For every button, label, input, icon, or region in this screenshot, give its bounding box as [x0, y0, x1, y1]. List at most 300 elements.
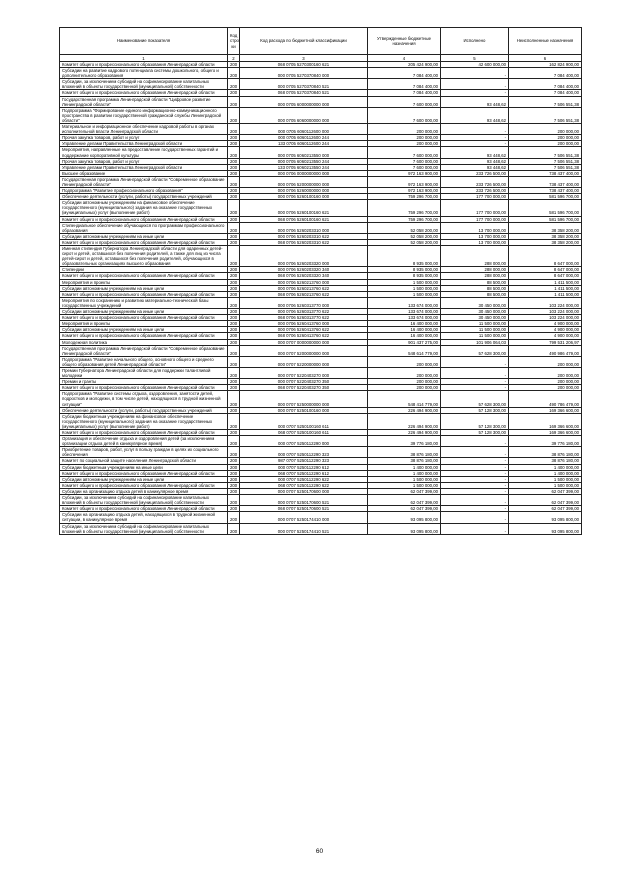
row-code: 200 — [228, 327, 240, 333]
row-code: 200 — [228, 391, 240, 407]
header-executed: Исполнено — [441, 28, 509, 55]
table-row — [60, 233, 582, 239]
table-row — [60, 333, 582, 339]
executed-amount: 42 600 000,00 — [441, 62, 509, 68]
approved-amount: 8 935 000,00 — [368, 267, 441, 273]
unexecuted-amount: 4 900 000,00 — [509, 321, 582, 327]
budget-code: 000 0706 5260203320 000 — [240, 246, 368, 267]
row-code: 200 — [228, 188, 240, 194]
table-row — [60, 495, 582, 506]
executed-amount: - — [441, 436, 509, 447]
table-row — [60, 68, 582, 79]
executed-amount: 93 448,62 — [441, 107, 509, 123]
executed-amount: - — [441, 464, 509, 470]
budget-code: 000 0707 5220403270 000 — [240, 367, 368, 378]
row-code: 200 — [228, 447, 240, 458]
indicator-name: Субсидии автономным учреждениям на иные цели — [60, 327, 228, 333]
row-code: 200 — [228, 141, 240, 147]
indicator-name: Субсидии бюджетным учреждениям на иные цели — [60, 464, 228, 470]
indicator-name: Комитет общего и профессионального образования Ленинградской области — [60, 90, 228, 96]
row-code: 200 — [228, 62, 240, 68]
indicator-name: Мероприятия и проекты — [60, 321, 228, 327]
approved-amount: 200 000,00 — [368, 135, 441, 141]
table-row — [60, 356, 582, 367]
approved-amount: 759 296 700,00 — [368, 194, 441, 200]
row-code: 200 — [228, 315, 240, 321]
row-code: 200 — [228, 200, 240, 216]
unexecuted-amount: 7 506 551,38 — [509, 147, 582, 158]
row-code: 200 — [228, 239, 240, 245]
column-number: 3 — [240, 55, 368, 62]
unexecuted-amount: 8 647 000,00 — [509, 246, 582, 267]
executed-amount: 233 726 500,00 — [441, 176, 509, 187]
unexecuted-amount: 581 596 700,00 — [509, 216, 582, 222]
column-number: 5 — [441, 55, 509, 62]
budget-code: 000 0706 5260100160 621 — [240, 200, 368, 216]
unexecuted-amount: 38 358 200,00 — [509, 239, 582, 245]
unexecuted-amount: 581 596 700,00 — [509, 194, 582, 200]
table-row — [60, 436, 582, 447]
column-number: 2 — [228, 55, 240, 62]
table-row — [60, 147, 582, 158]
page-number: 60 — [315, 848, 324, 855]
unexecuted-amount: 62 047 399,00 — [509, 495, 582, 506]
unexecuted-amount: 103 224 000,00 — [509, 297, 582, 308]
row-code: 200 — [228, 436, 240, 447]
executed-amount: 177 700 000,00 — [441, 216, 509, 222]
executed-amount: 57 628 300,00 — [441, 345, 509, 356]
row-code: 200 — [228, 321, 240, 327]
unexecuted-amount: 738 437 400,00 — [509, 170, 582, 176]
indicator-name: Комитет общего и профессионального образования Ленинградской области — [60, 216, 228, 222]
approved-amount: 8 935 000,00 — [368, 273, 441, 279]
indicator-name: Обеспечение деятельности (услуги, работы) государственных учреждений — [60, 407, 228, 413]
indicator-name: Мероприятия и проекты — [60, 279, 228, 285]
approved-amount: 38 876 180,00 — [368, 458, 441, 464]
column-number: 6 — [509, 55, 582, 62]
approved-amount: 972 163 900,00 — [368, 176, 441, 187]
unexecuted-amount: 7 084 400,00 — [509, 90, 582, 96]
row-code: 200 — [228, 90, 240, 96]
indicator-name: Субсидии, за исключением субсидий на софинансирование капитальных вложений в объекты государственной (муниципальной) собственности — [60, 495, 228, 506]
budget-code: 068 0706 5260203320 340 — [240, 273, 368, 279]
budget-code: 000 0706 5260313770 622 — [240, 309, 368, 315]
executed-amount: - — [441, 385, 509, 391]
executed-amount: 177 700 000,00 — [441, 200, 509, 216]
budget-code: 000 0705 6060213550 000 — [240, 147, 368, 158]
budget-code: 133 0705 6060213550 244 — [240, 164, 368, 170]
unexecuted-amount: 1 400 000,00 — [509, 470, 582, 476]
budget-code: 068 0707 5220403270 350 — [240, 385, 368, 391]
header-row-code: Код стро ки — [228, 28, 240, 55]
row-code: 200 — [228, 176, 240, 187]
unexecuted-amount: 39 776 180,00 — [509, 436, 582, 447]
indicator-name: Мероприятия по сохранению и развитию материально-технической базы государственных учреждений — [60, 297, 228, 308]
approved-amount: 16 400 000,00 — [368, 333, 441, 339]
unexecuted-amount: 169 366 600,00 — [509, 407, 582, 413]
unexecuted-amount: 103 224 000,00 — [509, 309, 582, 315]
unexecuted-amount: 200 000,00 — [509, 367, 582, 378]
table-row — [60, 200, 582, 216]
approved-amount: 8 935 000,00 — [368, 246, 441, 267]
unexecuted-amount: 4 900 000,00 — [509, 327, 582, 333]
row-code: 200 — [228, 164, 240, 170]
table-row — [60, 315, 582, 321]
header-approved: Утвержденные бюджетные назначения — [368, 28, 441, 55]
approved-amount: 759 296 700,00 — [368, 216, 441, 222]
approved-amount: 200 000,00 — [368, 141, 441, 147]
table-row — [60, 239, 582, 245]
row-code: 200 — [228, 158, 240, 164]
executed-amount: - — [441, 79, 509, 90]
budget-code: 000 0706 0000000000 000 — [240, 170, 368, 176]
row-code: 200 — [228, 233, 240, 239]
indicator-name: Молодежная политика — [60, 339, 228, 345]
table-row — [60, 345, 582, 356]
row-code: 200 — [228, 124, 240, 135]
budget-code: 000 0707 5250112290 622 — [240, 476, 368, 482]
indicator-name: Комитет общего и профессионального образования Ленинградской области — [60, 239, 228, 245]
executed-amount: 11 500 000,00 — [441, 327, 509, 333]
budget-code: 000 0706 5260203310 622 — [240, 233, 368, 239]
executed-amount: - — [441, 447, 509, 458]
unexecuted-amount: 1 400 000,00 — [509, 464, 582, 470]
approved-amount: 7 084 400,00 — [368, 68, 441, 79]
table-row — [60, 164, 582, 170]
indicator-name: Комитет общего и профессионального образования Ленинградской области — [60, 430, 228, 436]
row-code: 200 — [228, 470, 240, 476]
approved-amount: 200 000,00 — [368, 124, 441, 135]
budget-code: 000 0707 5250174410 000 — [240, 512, 368, 523]
executed-amount: 57 128 300,00 — [441, 413, 509, 429]
indicator-name: Обеспечение деятельности (услуги, работы) государственных учреждений — [60, 194, 228, 200]
table-row — [60, 297, 582, 308]
indicator-name: Субсидии на организацию отдыха детей, находящихся в трудной жизненной ситуации, в каникулярное время — [60, 512, 228, 523]
approved-amount: 16 400 000,00 — [368, 321, 441, 327]
executed-amount: - — [441, 506, 509, 512]
approved-amount: 133 674 000,00 — [368, 309, 441, 315]
table-body — [60, 62, 582, 535]
row-code: 200 — [228, 385, 240, 391]
header-unexecuted: Неисполненные назначения — [509, 28, 582, 55]
row-code: 200 — [228, 482, 240, 488]
budget-code: 068 0707 5250170600 521 — [240, 506, 368, 512]
row-code: 200 — [228, 356, 240, 367]
indicator-name: Комитет общего и профессионального образования Ленинградской области — [60, 62, 228, 68]
budget-code: 000 0707 5220000000 000 — [240, 356, 368, 367]
unexecuted-amount: 738 437 400,00 — [509, 188, 582, 194]
budget-code: 000 0705 6000000000 000 — [240, 96, 368, 107]
indicator-name: Государственная программа Ленинградской области "Современное образование Ленинградской области" — [60, 345, 228, 356]
approved-amount: 38 876 180,00 — [368, 447, 441, 458]
indicator-name: Комитет по социальной защите населения Ленинградской области — [60, 458, 228, 464]
indicator-name: Именная стипендия Губернатора Ленинградской области для одаренных детей-сирот и детей, оставшихся без попечения родителей, а также для лиц из числа детей-сирот и детей, оставшихся без попечения родителей, обучающихся в образовательных организациях высшего образования — [60, 246, 228, 267]
unexecuted-amount: 799 531 206,97 — [509, 339, 582, 345]
budget-code: 000 0706 5200000000 000 — [240, 176, 368, 187]
row-code: 200 — [228, 147, 240, 158]
approved-amount: 1 500 000,00 — [368, 285, 441, 291]
executed-amount: - — [441, 135, 509, 141]
budget-code: 000 0706 5260213760 000 — [240, 279, 368, 285]
row-code: 200 — [228, 216, 240, 222]
row-code: 200 — [228, 458, 240, 464]
executed-amount: 233 726 500,00 — [441, 188, 509, 194]
unexecuted-amount: 7 084 400,00 — [509, 68, 582, 79]
unexecuted-amount: 200 000,00 — [509, 124, 582, 135]
table-row — [60, 367, 582, 378]
approved-amount: 7 084 400,00 — [368, 90, 441, 96]
table-row — [60, 291, 582, 297]
executed-amount: 13 700 000,00 — [441, 233, 509, 239]
approved-amount: 1 400 000,00 — [368, 470, 441, 476]
unexecuted-amount: 1 500 000,00 — [509, 476, 582, 482]
row-code: 200 — [228, 506, 240, 512]
executed-amount: - — [441, 523, 509, 534]
indicator-name: Комитет общего и профессионального образования Ленинградской области — [60, 315, 228, 321]
indicator-name: Комитет общего и профессионального образования Ленинградской области — [60, 470, 228, 476]
budget-code: 068 0705 5270370840 521 — [240, 90, 368, 96]
budget-code: 068 0706 5260100160 621 — [240, 216, 368, 222]
indicator-name: Комитет общего и профессионального образования Ленинградской области — [60, 333, 228, 339]
table-row — [60, 430, 582, 436]
budget-code: 068 0706 5260203310 622 — [240, 239, 368, 245]
unexecuted-amount: 7 506 551,38 — [509, 164, 582, 170]
executed-amount: 11 500 000,00 — [441, 333, 509, 339]
budget-code: 000 0706 5260413760 622 — [240, 327, 368, 333]
row-code: 200 — [228, 273, 240, 279]
row-code: 200 — [228, 339, 240, 345]
table-row — [60, 523, 582, 534]
approved-amount: 226 494 900,00 — [368, 430, 441, 436]
budget-code: 000 0705 6060213550 244 — [240, 158, 368, 164]
table-row — [60, 158, 582, 164]
unexecuted-amount: 7 506 551,38 — [509, 96, 582, 107]
executed-amount: - — [441, 124, 509, 135]
approved-amount: 1 400 000,00 — [368, 464, 441, 470]
approved-amount: 62 047 399,00 — [368, 488, 441, 494]
indicator-name: Подпрограмма "Развитие профессионального образования" — [60, 188, 228, 194]
approved-amount: 972 163 900,00 — [368, 170, 441, 176]
indicator-name: Комитет общего и профессионального образования Ленинградской области — [60, 273, 228, 279]
executed-amount: 88 500,00 — [441, 285, 509, 291]
executed-amount: 88 500,00 — [441, 279, 509, 285]
row-code: 200 — [228, 246, 240, 267]
budget-code: 000 0707 5250112290 323 — [240, 447, 368, 458]
approved-amount: 62 047 399,00 — [368, 495, 441, 506]
executed-amount: - — [441, 512, 509, 523]
indicator-name: Высшее образование — [60, 170, 228, 176]
approved-amount: 52 058 200,00 — [368, 233, 441, 239]
header-indicator-name: Наименование показателя — [60, 28, 228, 55]
executed-amount: 177 700 000,00 — [441, 194, 509, 200]
unexecuted-amount: 38 876 180,00 — [509, 447, 582, 458]
table-row — [60, 512, 582, 523]
unexecuted-amount: 738 437 400,00 — [509, 176, 582, 187]
budget-code: 000 0706 5260213760 622 — [240, 285, 368, 291]
budget-code: 000 0707 5250170600 000 — [240, 488, 368, 494]
unexecuted-amount: 162 824 900,00 — [509, 62, 582, 68]
executed-amount: - — [441, 68, 509, 79]
executed-amount: 88 500,00 — [441, 291, 509, 297]
row-code: 200 — [228, 96, 240, 107]
unexecuted-amount: 169 366 600,00 — [509, 413, 582, 429]
indicator-name: Стипендиальное обеспечение обучающихся по программам профессионального образования — [60, 222, 228, 233]
indicator-name: Субсидии автономным учреждениям на иные цели — [60, 476, 228, 482]
approved-amount: 39 776 180,00 — [368, 436, 441, 447]
table-row — [60, 62, 582, 68]
row-code: 200 — [228, 333, 240, 339]
approved-amount: 93 095 800,00 — [368, 512, 441, 523]
approved-amount: 7 600 000,00 — [368, 107, 441, 123]
row-code: 200 — [228, 476, 240, 482]
indicator-name: Мероприятия, направленные на предоставление государственных гарантий и поддержание корпоративной культуры — [60, 147, 228, 158]
row-code: 200 — [228, 523, 240, 534]
table-row — [60, 216, 582, 222]
executed-amount: 101 906 064,03 — [441, 339, 509, 345]
budget-code: 068 0707 5250112290 622 — [240, 482, 368, 488]
unexecuted-amount: 62 047 399,00 — [509, 488, 582, 494]
budget-code: 068 0706 5260313770 622 — [240, 315, 368, 321]
executed-amount: - — [441, 356, 509, 367]
unexecuted-amount: 200 000,00 — [509, 356, 582, 367]
executed-amount: 13 700 000,00 — [441, 239, 509, 245]
row-code: 200 — [228, 379, 240, 385]
unexecuted-amount: 200 000,00 — [509, 379, 582, 385]
approved-amount: 226 494 900,00 — [368, 413, 441, 429]
indicator-name: Государственная программа Ленинградской области "Цифровое развитие Ленинградской области" — [60, 96, 228, 107]
table-row — [60, 327, 582, 333]
approved-amount: 759 296 700,00 — [368, 200, 441, 216]
row-code: 200 — [228, 267, 240, 273]
row-code: 200 — [228, 430, 240, 436]
budget-code: 000 0707 5250112290 000 — [240, 436, 368, 447]
budget-code: 133 0705 6060112600 244 — [240, 141, 368, 147]
indicator-name: Комитет общего и профессионального образования Ленинградской области — [60, 482, 228, 488]
executed-amount: 93 448,62 — [441, 158, 509, 164]
budget-code: 000 0706 5260413760 000 — [240, 321, 368, 327]
budget-code: 068 0707 5250100160 611 — [240, 430, 368, 436]
indicator-name: Подпрограмма "Формирование единого информационно-коммуникационного пространства в развитии государственной гражданской службы Ленинградской области" — [60, 107, 228, 123]
executed-amount: 11 500 000,00 — [441, 321, 509, 327]
budget-code: 000 0706 5260000000 000 — [240, 188, 368, 194]
budget-execution-table — [59, 27, 582, 535]
column-number: 4 — [368, 55, 441, 62]
unexecuted-amount: 1 411 500,00 — [509, 285, 582, 291]
approved-amount: 93 095 800,00 — [368, 523, 441, 534]
approved-amount: 200 000,00 — [368, 356, 441, 367]
approved-amount: 7 600 000,00 — [368, 164, 441, 170]
executed-amount: - — [441, 379, 509, 385]
approved-amount: 7 600 000,00 — [368, 158, 441, 164]
row-code: 200 — [228, 488, 240, 494]
unexecuted-amount: 200 000,00 — [509, 141, 582, 147]
executed-amount: 288 000,00 — [441, 246, 509, 267]
indicator-name: Организация и обеспечение отдыха и оздоровления детей (за исключением организации отдыха детей в каникулярное время) — [60, 436, 228, 447]
unexecuted-amount: 93 095 800,00 — [509, 512, 582, 523]
budget-code: 068 0706 5260413760 622 — [240, 333, 368, 339]
executed-amount: 30 450 000,00 — [441, 309, 509, 315]
budget-code: 000 0706 5260100160 000 — [240, 194, 368, 200]
approved-amount: 226 494 900,00 — [368, 407, 441, 413]
budget-code: 000 0707 5250170600 521 — [240, 495, 368, 506]
unexecuted-amount: 1 500 000,00 — [509, 482, 582, 488]
indicator-name: Субсидии бюджетным учреждениям на финансовое обеспечение государственного (муниципального) задания на оказание государственных (муниципальных) услуг (выполнение работ) — [60, 413, 228, 429]
unexecuted-amount: 490 786 479,00 — [509, 391, 582, 407]
row-code: 200 — [228, 285, 240, 291]
executed-amount: 93 448,62 — [441, 147, 509, 158]
column-number-row — [60, 55, 582, 62]
indicator-name: Подпрограмма "Развитие системы отдыха, оздоровления, занятости детей, подростков и молодежи, в том числе детей, находящихся в трудной жизненной ситуации" — [60, 391, 228, 407]
table-row — [60, 447, 582, 458]
unexecuted-amount: 7 506 551,38 — [509, 107, 582, 123]
indicator-name: Субсидии на развитие кадрового потенциала системы дошкольного, общего и дополнительного образования — [60, 68, 228, 79]
table-row — [60, 222, 582, 233]
approved-amount: 205 424 900,00 — [368, 62, 441, 68]
unexecuted-amount: 200 000,00 — [509, 385, 582, 391]
unexecuted-amount: 7 084 400,00 — [509, 79, 582, 90]
unexecuted-amount: 103 224 000,00 — [509, 315, 582, 321]
indicator-name: Комитет общего и профессионального образования Ленинградской области — [60, 385, 228, 391]
unexecuted-amount: 169 366 600,00 — [509, 430, 582, 436]
approved-amount: 133 674 000,00 — [368, 297, 441, 308]
table-row — [60, 309, 582, 315]
executed-amount: 93 448,62 — [441, 164, 509, 170]
executed-amount: - — [441, 470, 509, 476]
approved-amount: 200 000,00 — [368, 367, 441, 378]
unexecuted-amount: 200 000,00 — [509, 135, 582, 141]
budget-code: 000 0705 5270370840 521 — [240, 79, 368, 90]
approved-amount: 901 437 275,00 — [368, 339, 441, 345]
executed-amount: - — [441, 495, 509, 506]
executed-amount: 57 128 300,00 — [441, 430, 509, 436]
row-code: 200 — [228, 464, 240, 470]
row-code: 200 — [228, 135, 240, 141]
indicator-name: Управление делами Правительства Ленинградской области — [60, 164, 228, 170]
approved-amount: 1 500 000,00 — [368, 482, 441, 488]
row-code: 200 — [228, 297, 240, 308]
budget-code: 000 0705 6060000000 000 — [240, 107, 368, 123]
indicator-name: Государственная программа Ленинградской области "Современное образование Ленинградской области" — [60, 176, 228, 187]
budget-code: 000 0707 5220403270 350 — [240, 379, 368, 385]
executed-amount: - — [441, 458, 509, 464]
table-row — [60, 273, 582, 279]
row-code: 200 — [228, 79, 240, 90]
indicator-name: Премии и гранты — [60, 379, 228, 385]
table-row — [60, 96, 582, 107]
indicator-name: Субсидии автономным учреждениям на финансовое обеспечение государственного (муниципального) задания на оказание государственных (муниципальных) услуг (выполнение работ) — [60, 200, 228, 216]
indicator-name: Субсидии, за исключением субсидий на софинансирование капитальных вложений в объекты государственной (муниципальной) собственности — [60, 79, 228, 90]
approved-amount: 7 600 000,00 — [368, 96, 441, 107]
budget-code: 000 0707 5250174410 521 — [240, 523, 368, 534]
budget-code: 000 0706 5260203320 340 — [240, 267, 368, 273]
table-row — [60, 285, 582, 291]
table-row — [60, 413, 582, 429]
indicator-name: Субсидии автономным учреждениям на иные цели — [60, 285, 228, 291]
approved-amount: 1 500 000,00 — [368, 291, 441, 297]
unexecuted-amount: 8 647 000,00 — [509, 267, 582, 273]
unexecuted-amount: 490 986 479,00 — [509, 345, 582, 356]
executed-amount: - — [441, 367, 509, 378]
row-code: 200 — [228, 512, 240, 523]
approved-amount: 200 000,00 — [368, 379, 441, 385]
table-row — [60, 246, 582, 267]
unexecuted-amount: 93 095 800,00 — [509, 523, 582, 534]
indicator-name: Подпрограмма "Развитие начального общего, основного общего и среднего общего образования детей Ленинградской области" — [60, 356, 228, 367]
row-code: 200 — [228, 367, 240, 378]
unexecuted-amount: 1 411 500,00 — [509, 291, 582, 297]
budget-code: 068 0705 5270300160 621 — [240, 62, 368, 68]
table-row — [60, 188, 582, 194]
